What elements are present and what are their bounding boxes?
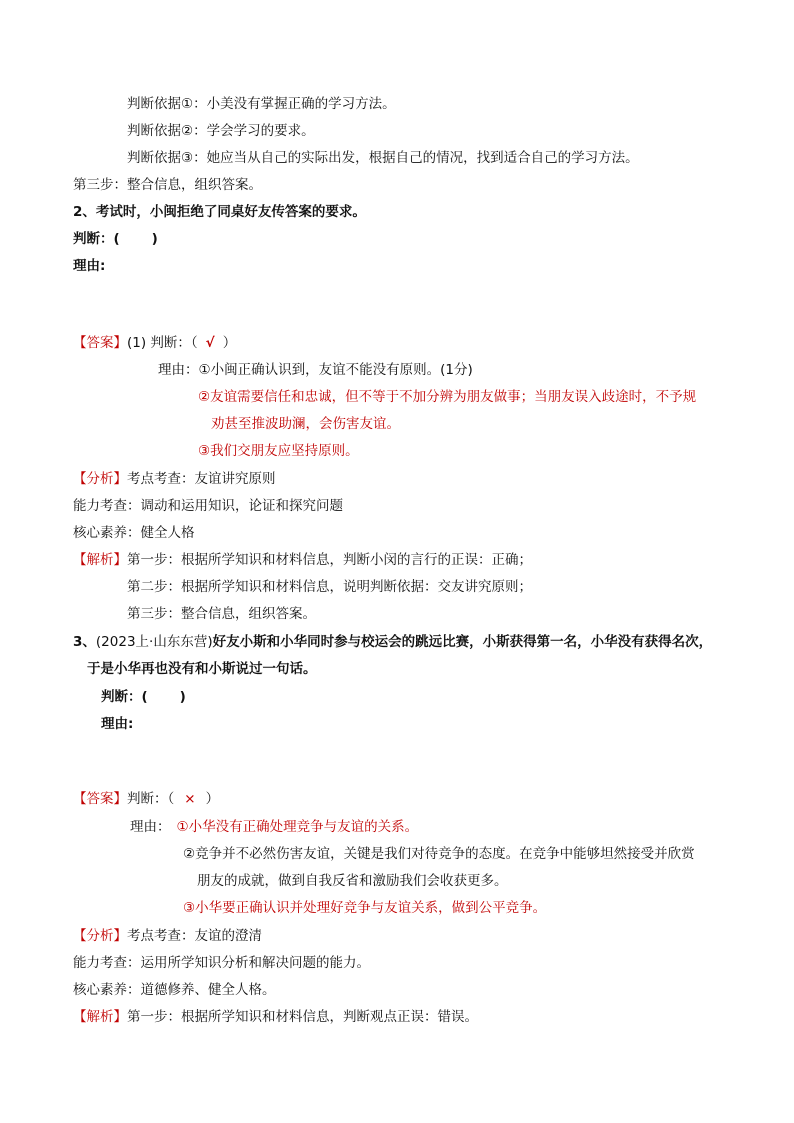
q3-topic: 考点考查：友谊的澄清	[127, 928, 262, 944]
analysis-tag: 【分析】	[73, 471, 127, 487]
q3-reason-3: ③小华要正确认识并处理好竞争与友谊关系，做到公平竞争。	[183, 900, 547, 916]
q3-judge-close: )	[179, 689, 186, 705]
q2-analysis-topic	[73, 469, 276, 489]
q2-ability: 能力考查：调动和运用知识，论证和探究问题	[73, 498, 343, 514]
basis-3: 判断依据③：她应当从自己的实际出发，根据自己的情况，找到适合自己的学习方法。	[127, 150, 639, 166]
q2-answer-line	[73, 333, 236, 353]
explain-tag: 【解析】	[73, 552, 127, 568]
analysis-tag: 【分析】	[73, 928, 127, 944]
q3-step-1: 第一步：根据所学知识和材料信息，判断观点正误：错误。	[127, 1009, 478, 1025]
q3-answer-prefix: 判断：（	[127, 791, 175, 807]
answer-tag: 【答案】	[73, 791, 127, 807]
q2-judge-close: )	[151, 231, 158, 247]
q3-reason-1: ①小华没有正确处理竞争与友谊的关系。	[176, 819, 419, 835]
q3-reason-2a: ②竞争并不必然伤害友谊，关键是我们对待竞争的态度。在竞争中能够坦然接受并欣赏	[183, 846, 695, 862]
explain-tag: 【解析】	[73, 1009, 127, 1025]
check-mark: √	[205, 335, 215, 351]
q2-reason-2b: 劝甚至推波助澜，会伤害友谊。	[211, 416, 400, 432]
q2-stem: 2、考试时，小闽拒绝了同桌好友传答案的要求。	[73, 204, 366, 220]
q2-answer-suffix: ）	[222, 335, 237, 351]
q3-num: 3、	[73, 634, 96, 650]
q2-answer-prefix: (1) 判断：（	[127, 335, 198, 351]
q3-source: (2023上·山东东营)	[95, 634, 213, 650]
q2-reason-label: 理由:	[73, 258, 106, 274]
q3-stem-line-2: 于是小华再也没有和小斯说过一句话。	[87, 661, 317, 677]
q3-ability: 能力考查：运用所学知识分析和解决问题的能力。	[73, 955, 370, 971]
q3-explain-step-1	[73, 1007, 478, 1027]
q3-judge-label: 判断：(	[101, 689, 148, 705]
q2-reason-1: ①小闽正确认识到，友谊不能没有原则。(1分)	[198, 362, 473, 378]
q2-explain-step-1	[73, 550, 532, 570]
q3-analysis-topic	[73, 926, 262, 946]
q2-reason-2a: ②友谊需要信任和忠诚，但不等于不加分辨为朋友做事；当朋友误入歧途时，不予规	[198, 389, 697, 405]
q3-reason-2b: 朋友的成就，做到自我反省和激励我们会收获更多。	[197, 873, 508, 889]
q2-step-3: 第三步：整合信息，组织答案。	[127, 606, 316, 622]
q2-literacy: 核心素养：健全人格	[73, 525, 195, 541]
cross-mark: ×	[184, 791, 196, 807]
q3-stem-a: 好友小斯和小华同时参与校运会的跳远比赛，小斯获得第一名，小华没有获得名次，	[212, 634, 713, 650]
q3-stem-line-1	[73, 632, 712, 652]
q3-answer-suffix: ）	[205, 791, 220, 807]
q2-reason-3: ③我们交朋友应坚持原则。	[198, 443, 359, 459]
basis-1: 判断依据①：小美没有掌握正确的学习方法。	[127, 96, 396, 112]
q2-answer-reason-label: 理由：	[158, 362, 199, 378]
q3-judge	[101, 687, 186, 707]
q2-step-1: 第一步：根据所学知识和材料信息，判断小闵的言行的正误：正确；	[127, 552, 532, 568]
q2-judge	[73, 229, 158, 249]
q3-reason-label: 理由:	[101, 716, 134, 732]
q2-topic: 考点考查：友谊讲究原则	[127, 471, 276, 487]
q2-reason-line	[158, 360, 473, 380]
q2-step-2: 第二步：根据所学知识和材料信息，说明判断依据：交友讲究原则；	[127, 579, 532, 595]
basis-2: 判断依据②：学会学习的要求。	[127, 123, 315, 139]
q3-answer-line	[73, 789, 219, 809]
q2-judge-label: 判断：(	[73, 231, 120, 247]
q3-reason-line	[130, 817, 418, 837]
answer-tag: 【答案】	[73, 335, 127, 351]
step-3: 第三步：整合信息，组织答案。	[73, 177, 262, 193]
q3-answer-reason-label: 理由：	[130, 819, 171, 835]
q3-literacy: 核心素养：道德修养、健全人格。	[73, 982, 276, 998]
